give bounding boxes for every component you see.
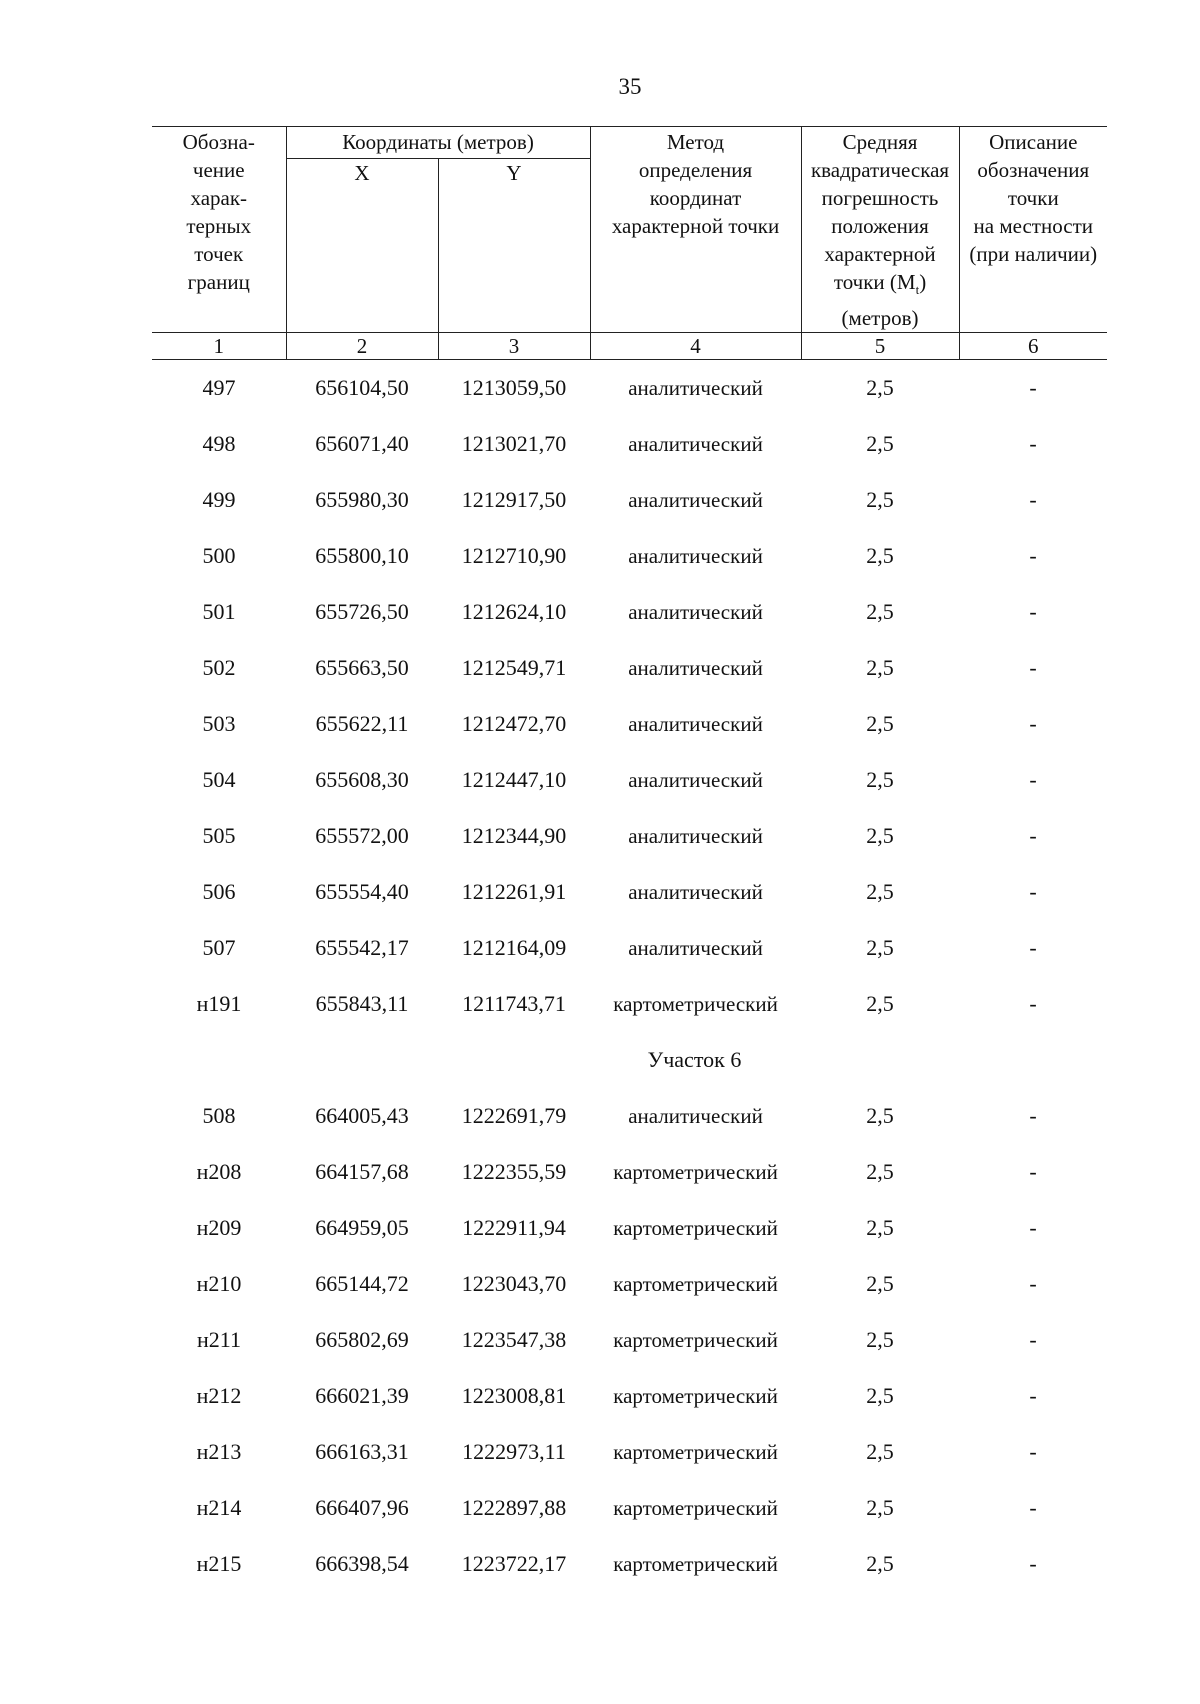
point-cell: 497: [202, 375, 236, 401]
y-cell: 1212472,70: [461, 711, 567, 737]
table-row: [152, 1256, 1107, 1312]
error-cell: 2,5: [866, 767, 894, 793]
point-cell: н212: [196, 1383, 242, 1409]
point-cell: н209: [196, 1215, 242, 1241]
description-cell: -: [1029, 1271, 1037, 1297]
error-cell: 2,5: [866, 1551, 894, 1577]
coordinates-table: [152, 126, 1107, 1592]
x-cell: 655622,11: [315, 711, 409, 737]
point-cell: 502: [202, 655, 236, 681]
table-row: [152, 1424, 1107, 1480]
error-cell: 2,5: [866, 599, 894, 625]
description-cell: -: [1029, 1495, 1037, 1521]
column-number: 5: [801, 333, 959, 360]
y-cell: 1223722,17: [461, 1551, 567, 1577]
description-cell: -: [1029, 879, 1037, 905]
error-cell: 2,5: [866, 823, 894, 849]
table-row: [152, 1480, 1107, 1536]
column-number: 6: [959, 333, 1107, 360]
column-number: 2: [286, 333, 438, 360]
error-cell: 2,5: [866, 935, 894, 961]
table-row: [152, 976, 1107, 1032]
description-cell: -: [1029, 1215, 1037, 1241]
x-cell: 655608,30: [315, 767, 409, 793]
y-cell: 1212710,90: [461, 543, 567, 569]
table-row: [152, 1088, 1107, 1144]
y-cell: 1212624,10: [461, 599, 567, 625]
point-cell: н208: [196, 1159, 242, 1185]
error-cell: 2,5: [866, 991, 894, 1017]
y-cell: 1212917,50: [461, 487, 567, 513]
method-cell: аналитический: [628, 711, 763, 736]
error-cell: 2,5: [866, 375, 894, 401]
x-cell: 655800,10: [315, 543, 409, 569]
x-cell: 656104,50: [315, 375, 409, 401]
method-cell: аналитический: [628, 823, 763, 848]
error-cell: 2,5: [866, 431, 894, 457]
point-cell: 505: [202, 823, 236, 849]
point-cell: н213: [196, 1439, 242, 1465]
description-cell: -: [1029, 1383, 1037, 1409]
error-cell: 2,5: [866, 487, 894, 513]
error-cell: 2,5: [866, 1159, 894, 1185]
description-cell: -: [1029, 487, 1037, 513]
table-row: [152, 360, 1107, 417]
table-row: [152, 1200, 1107, 1256]
description-cell: -: [1029, 991, 1037, 1017]
method-cell: картометрический: [613, 1495, 778, 1520]
error-cell: 2,5: [866, 711, 894, 737]
y-cell: 1213021,70: [461, 431, 567, 457]
y-cell: 1223043,70: [461, 1271, 567, 1297]
x-cell: 666398,54: [315, 1551, 409, 1577]
x-cell: 655843,11: [315, 991, 409, 1017]
method-cell: картометрический: [613, 1215, 778, 1240]
point-cell: 506: [202, 879, 236, 905]
table-row: [152, 584, 1107, 640]
y-cell: 1212164,09: [461, 935, 567, 961]
error-cell: 2,5: [866, 1495, 894, 1521]
error-cell: 2,5: [866, 1271, 894, 1297]
table-row: [152, 1536, 1107, 1592]
point-cell: 508: [202, 1103, 236, 1129]
method-cell: аналитический: [628, 767, 763, 792]
table-header: [152, 127, 1107, 360]
table-row: [152, 472, 1107, 528]
y-cell: 1223008,81: [461, 1383, 567, 1409]
point-cell: н191: [196, 991, 242, 1017]
description-cell: -: [1029, 599, 1037, 625]
x-cell: 666407,96: [315, 1495, 409, 1521]
description-cell: -: [1029, 431, 1037, 457]
x-cell: 655542,17: [315, 935, 409, 961]
description-cell: -: [1029, 767, 1037, 793]
table-row: [152, 528, 1107, 584]
method-cell: аналитический: [628, 879, 763, 904]
header-method: Метод определения координат характерной точки: [590, 127, 801, 333]
header-mean-square-error: Средняя квадратическая погрешность положения характерной точки $(M_t)$ (метров): [801, 127, 959, 333]
y-cell: 1212344,90: [461, 823, 567, 849]
x-cell: 666163,31: [315, 1439, 409, 1465]
header-description: Описание обозначения точки на местности (при наличии): [959, 127, 1107, 333]
method-cell: аналитический: [628, 599, 763, 624]
y-cell: 1222691,79: [461, 1103, 567, 1129]
method-cell: картометрический: [613, 1551, 778, 1576]
y-cell: 1222973,11: [462, 1439, 566, 1465]
error-cell: 2,5: [866, 543, 894, 569]
description-cell: -: [1029, 935, 1037, 961]
y-cell: 1212447,10: [461, 767, 567, 793]
table-row: [152, 640, 1107, 696]
header-y: Y: [438, 158, 590, 333]
error-cell: 2,5: [866, 655, 894, 681]
y-cell: 1211743,71: [462, 991, 566, 1017]
description-cell: -: [1029, 655, 1037, 681]
section-title: Участок 6: [647, 1047, 742, 1073]
y-cell: 1222911,94: [462, 1215, 566, 1241]
description-cell: -: [1029, 1327, 1037, 1353]
x-cell: 665802,69: [315, 1327, 409, 1353]
method-cell: картометрический: [613, 1439, 778, 1464]
column-number: 4: [590, 333, 801, 360]
point-cell: 499: [202, 487, 236, 513]
x-cell: 664157,68: [315, 1159, 409, 1185]
method-cell: картометрический: [613, 991, 778, 1016]
error-cell: 2,5: [866, 1327, 894, 1353]
description-cell: -: [1029, 823, 1037, 849]
x-cell: 666021,39: [315, 1383, 409, 1409]
table-body: [152, 360, 1107, 1593]
error-cell: 2,5: [866, 1215, 894, 1241]
column-number: 1: [152, 333, 286, 360]
error-cell: 2,5: [866, 1103, 894, 1129]
method-cell: картометрический: [613, 1159, 778, 1184]
x-cell: 664959,05: [315, 1215, 409, 1241]
header-coordinates: Координаты (метров): [286, 127, 590, 159]
y-cell: 1213059,50: [461, 375, 567, 401]
error-cell: 2,5: [866, 879, 894, 905]
x-cell: 655572,00: [315, 823, 409, 849]
error-cell: 2,5: [866, 1383, 894, 1409]
x-cell: 655663,50: [315, 655, 409, 681]
header-x: X: [286, 158, 438, 333]
description-cell: -: [1029, 375, 1037, 401]
x-cell: 656071,40: [315, 431, 409, 457]
x-cell: 655554,40: [315, 879, 409, 905]
table-row: [152, 1144, 1107, 1200]
method-cell: аналитический: [628, 487, 763, 512]
x-cell: 655726,50: [315, 599, 409, 625]
column-numbers-row: [152, 333, 1107, 360]
error-cell: 2,5: [866, 1439, 894, 1465]
point-cell: 498: [202, 431, 236, 457]
method-cell: аналитический: [628, 1103, 763, 1128]
y-cell: 1223547,38: [461, 1327, 567, 1353]
description-cell: -: [1029, 1103, 1037, 1129]
method-cell: аналитический: [628, 431, 763, 456]
method-cell: картометрический: [613, 1271, 778, 1296]
point-cell: н215: [196, 1551, 242, 1577]
table-row: [152, 696, 1107, 752]
x-cell: 655980,30: [315, 487, 409, 513]
method-cell: картометрический: [613, 1383, 778, 1408]
point-cell: 507: [202, 935, 236, 961]
x-cell: 665144,72: [315, 1271, 409, 1297]
method-cell: аналитический: [628, 935, 763, 960]
point-cell: 501: [202, 599, 236, 625]
section-row: [152, 1032, 1107, 1088]
column-number: 3: [438, 333, 590, 360]
y-cell: 1212549,71: [461, 655, 567, 681]
table-row: [152, 864, 1107, 920]
method-cell: картометрический: [613, 1327, 778, 1352]
page-number: 35: [618, 74, 642, 99]
table-row: [152, 808, 1107, 864]
point-cell: н211: [197, 1327, 241, 1353]
table-row: [152, 752, 1107, 808]
method-cell: аналитический: [628, 375, 763, 400]
y-cell: 1222897,88: [461, 1495, 567, 1521]
y-cell: 1222355,59: [461, 1159, 567, 1185]
table-row: [152, 416, 1107, 472]
table-row: [152, 1368, 1107, 1424]
point-cell: н214: [196, 1495, 242, 1521]
table-row: [152, 1312, 1107, 1368]
description-cell: -: [1029, 1159, 1037, 1185]
method-cell: аналитический: [628, 543, 763, 568]
description-cell: -: [1029, 711, 1037, 737]
x-cell: 664005,43: [315, 1103, 409, 1129]
point-cell: 504: [202, 767, 236, 793]
y-cell: 1212261,91: [461, 879, 567, 905]
description-cell: -: [1029, 1551, 1037, 1577]
point-cell: н210: [196, 1271, 242, 1297]
method-cell: аналитический: [628, 655, 763, 680]
table-row: [152, 920, 1107, 976]
point-cell: 503: [202, 711, 236, 737]
header-point-designation: Обозна- чение харак- терных точек границ: [152, 127, 286, 333]
description-cell: -: [1029, 543, 1037, 569]
description-cell: -: [1029, 1439, 1037, 1465]
point-cell: 500: [202, 543, 236, 569]
